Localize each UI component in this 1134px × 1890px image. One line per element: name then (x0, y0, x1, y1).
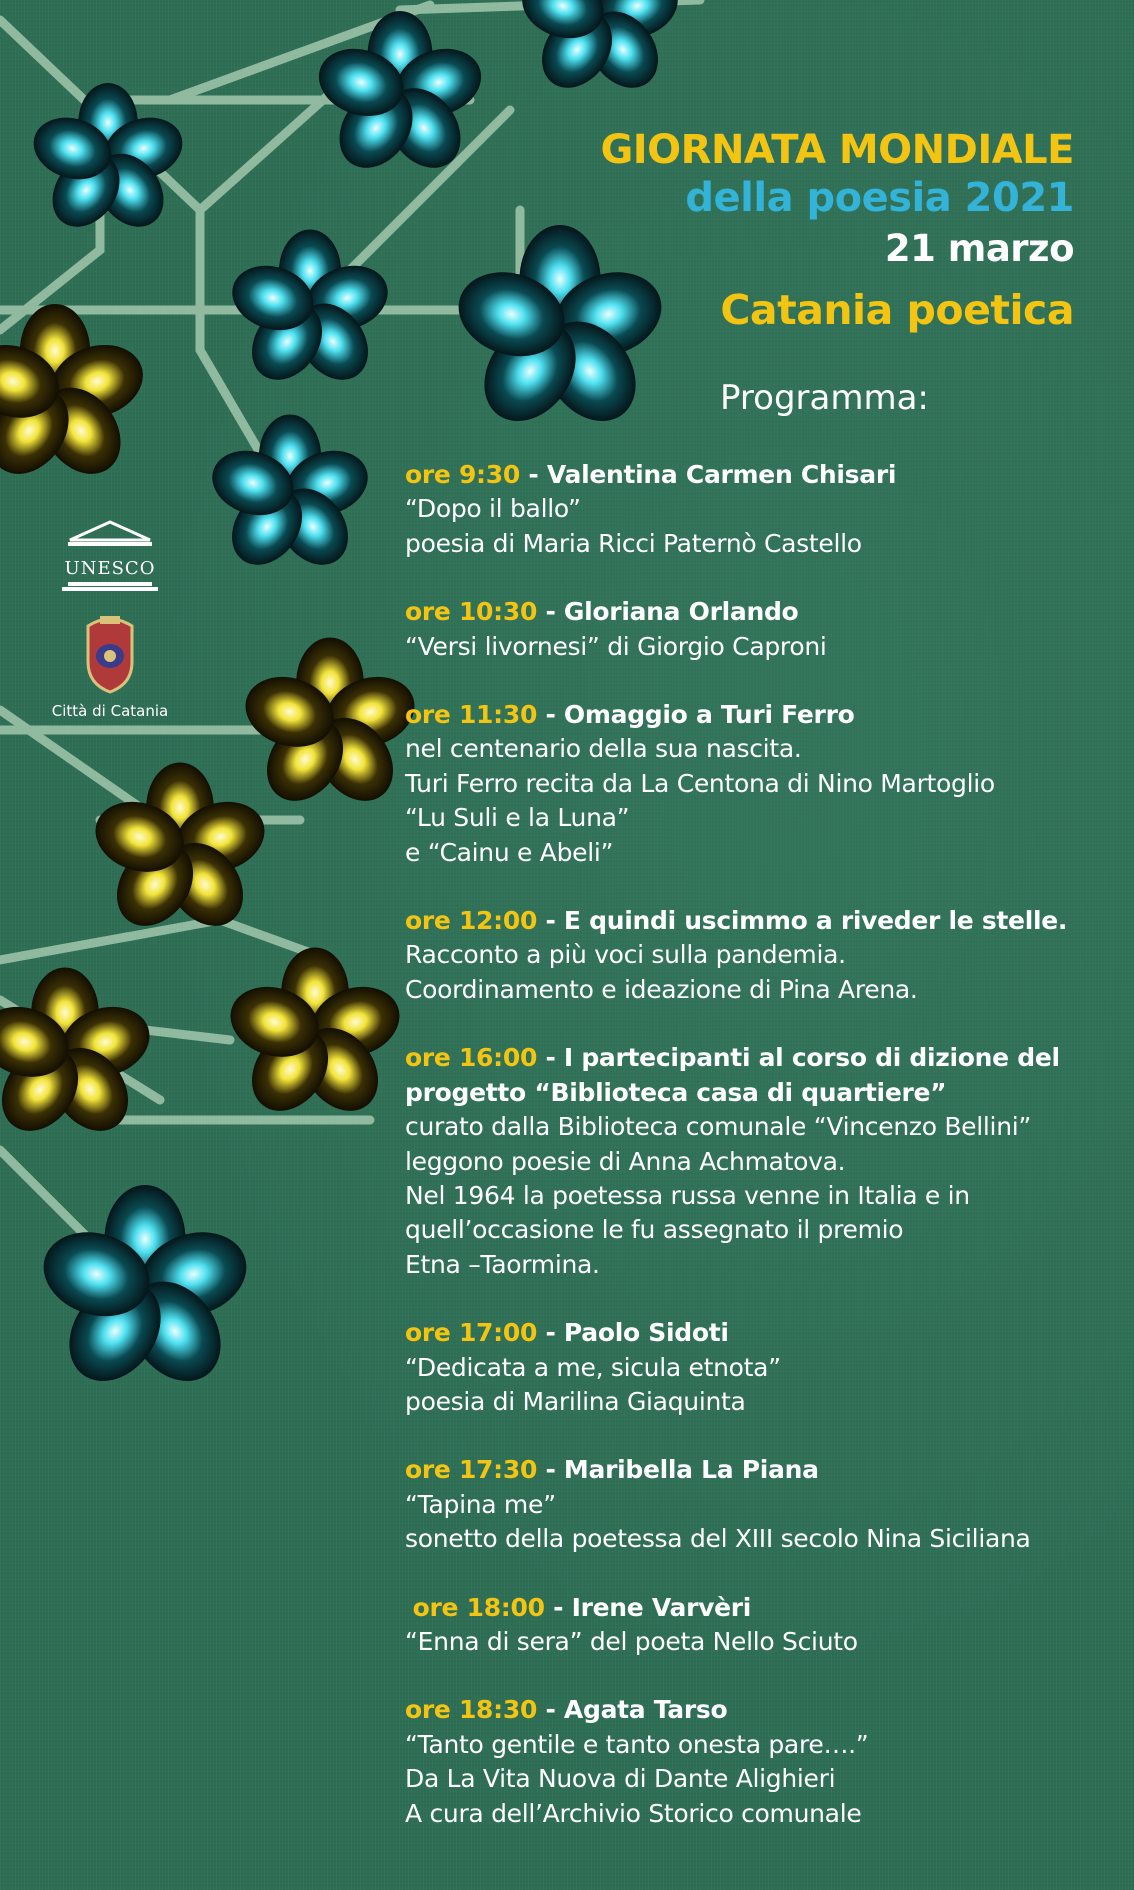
header (600, 126, 1074, 340)
event-name: Catania poetica (720, 286, 1074, 334)
event-title: - Paolo Sidoti (537, 1318, 729, 1348)
program-event (405, 1693, 1105, 1831)
event-line: Nel 1964 la poetessa russa venne in Italia e in (405, 1180, 970, 1210)
blue-flower-1 (514, 0, 686, 101)
programma-heading: Programma: (720, 378, 929, 418)
event-date: 21 marzo (884, 227, 1074, 270)
yellow-flower-1 (0, 304, 152, 489)
program-event (405, 1316, 1105, 1419)
event-time: ore 16:00 (405, 1043, 538, 1073)
page-title: GIORNATA MONDIALE (600, 127, 1074, 173)
citta-di-catania-label: Città di Catania (51, 702, 169, 720)
event-line: curato dalla Biblioteca comunale “Vincenzo Bellini” (405, 1112, 1032, 1142)
event-line: Etna –Taormina. (405, 1249, 600, 1279)
program-event (405, 1591, 1105, 1660)
program-event (405, 458, 1105, 561)
event-time: ore 17:30 (405, 1455, 538, 1485)
event-line: Coordinamento e ideazione di Pina Arena. (405, 974, 918, 1004)
event-title: - Irene Varvèri (544, 1592, 752, 1622)
event-line: “Dopo il ballo” (405, 494, 581, 524)
unesco-logo-text: UNESCO (64, 558, 156, 579)
event-time: ore 9:30 (405, 460, 520, 489)
event-line: “Enna di sera” del poeta Nello Sciuto (405, 1626, 858, 1656)
unesco-logo (60, 520, 160, 592)
event-time: ore 18:00 (412, 1592, 545, 1622)
yellow-flowers (0, 304, 424, 1146)
event-title: - E quindi uscimmo a riveder le stelle. (537, 906, 1068, 936)
event-line: “Lu Suli e la Luna” (405, 803, 630, 833)
catania-coat-of-arms (78, 612, 142, 696)
event-line: poesia di Maria Ricci Paternò Castello (405, 528, 862, 558)
yellow-flower-5 (221, 948, 408, 1126)
program-event (405, 904, 1105, 1007)
event-line: “Tanto gentile e tanto onesta pare….” (405, 1729, 869, 1759)
event-time: ore 18:30 (405, 1695, 538, 1725)
event-line: leggono poesie di Anna Achmatova. (405, 1146, 846, 1176)
event-time: ore 17:00 (405, 1318, 538, 1348)
event-time: ore 10:30 (405, 597, 538, 627)
event-time: ore 11:30 (405, 700, 538, 730)
program-event (405, 1041, 1105, 1282)
yellow-flower-2 (236, 638, 423, 816)
event-line: Racconto a più voci sulla pandemia. (405, 940, 846, 970)
event-line: “Dedicata a me, sicula etnota” (405, 1352, 781, 1382)
blue-flower-6 (204, 415, 376, 579)
event-title: - I partecipanti al corso di dizione del (537, 1043, 1060, 1073)
event-line: Da La Vita Nuova di Dante Alighieri (405, 1764, 836, 1794)
event-line: sonetto della poetessa del XIII secolo Nina Siciliana (405, 1524, 1031, 1554)
event-line: A cura dell’Archivio Storico comunale (405, 1798, 862, 1828)
event-line: “Versi livornesi” di Giorgio Caproni (405, 631, 827, 661)
logo-column (40, 520, 180, 720)
event-line: poesia di Marilina Giaquinta (405, 1386, 746, 1416)
event-title: - Maribella La Piana (537, 1455, 819, 1485)
page-subtitle: della poesia 2021 (685, 175, 1074, 221)
program-list (405, 458, 1105, 1831)
event-time: ore 12:00 (405, 906, 538, 936)
event-title: - Gloriana Orlando (537, 597, 799, 627)
event-title: - Omaggio a Turi Ferro (537, 700, 855, 730)
event-line: e “Cainu e Abeli” (405, 837, 614, 867)
event-title: - Valentina Carmen Chisari (519, 460, 897, 489)
event-line: “Tapina me” (405, 1489, 556, 1519)
program-event (405, 1453, 1105, 1556)
event-line: nel centenario della sua nascita. (405, 734, 802, 764)
blue-flower-3 (26, 83, 191, 240)
event-line: Turi Ferro recita da La Centona di Nino Martoglio (405, 768, 995, 798)
event-line: quell’occasione le fu assegnato il premio (405, 1215, 904, 1245)
program-event (405, 595, 1105, 664)
event-title: - Agata Tarso (537, 1695, 728, 1725)
program-event (405, 698, 1105, 870)
event-title-continued: progetto “Biblioteca casa di quartiere” (405, 1077, 947, 1107)
